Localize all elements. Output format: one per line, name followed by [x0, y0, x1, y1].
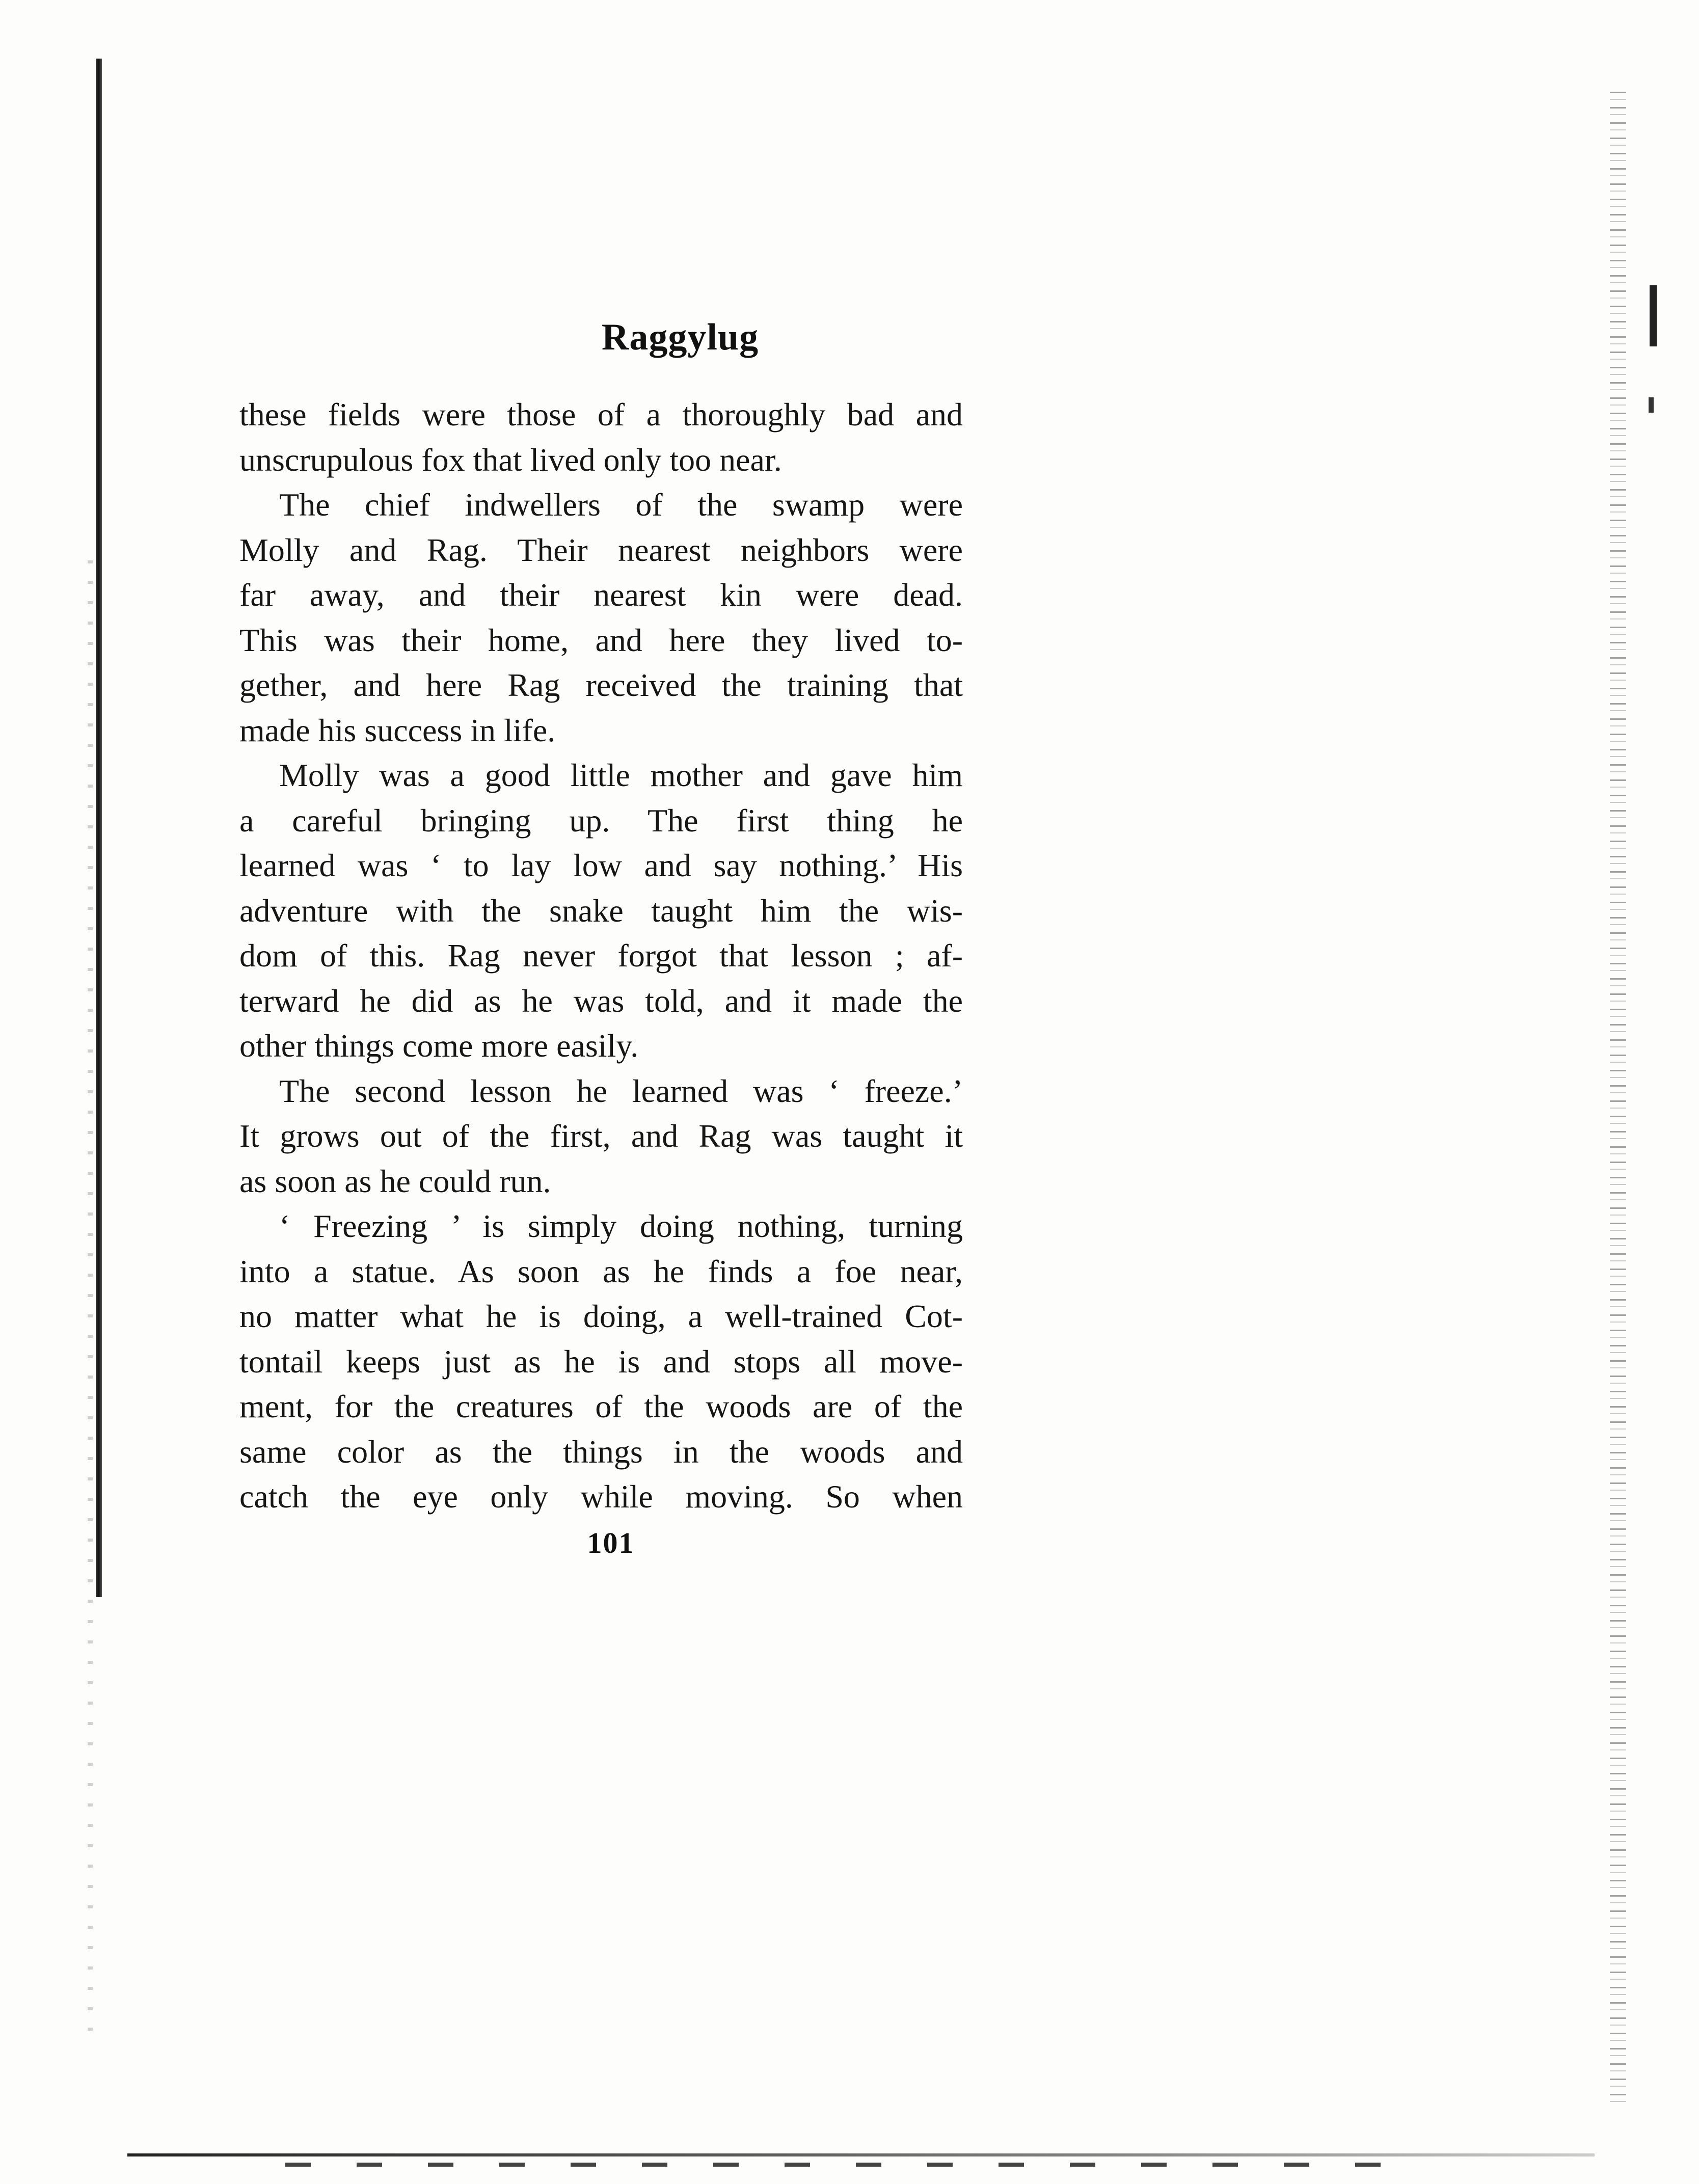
text-line: ment, for the creatures of the woods are of the — [239, 1388, 963, 1424]
text-line: other things come more easily. — [239, 1028, 639, 1064]
text-line: Molly and Rag. Their nearest neighbors were — [239, 531, 963, 568]
text-line: unscrupulous fox that lived only too near. — [239, 441, 782, 478]
text-line: far away, and their nearest kin were dead. — [239, 577, 963, 613]
text-line: adventure with the snake taught him the wis- — [239, 892, 963, 929]
text-line: dom of this. Rag never forgot that lesson ; af- — [239, 937, 963, 974]
text-line: Molly was a good little mother and gave him — [279, 757, 963, 793]
text-line: learned was ‘ to lay low and say nothing.’ His — [239, 847, 963, 883]
body-text — [239, 392, 963, 1520]
text-line: these fields were those of a thoroughly bad and — [239, 396, 963, 433]
binding-edge-shadow — [96, 59, 102, 1597]
running-head: Raggylug — [601, 316, 759, 358]
text-line: gether, and here Rag received the training that — [239, 667, 963, 703]
text-line: tontail keeps just as he is and stops all move- — [239, 1343, 963, 1380]
text-line: made his success in life. — [239, 712, 556, 748]
text-line: The second lesson he learned was ‘ freeze.’ — [279, 1072, 963, 1109]
text-line: It grows out of the first, and Rag was taught it — [239, 1118, 963, 1154]
text-line: as soon as he could run. — [239, 1163, 551, 1199]
text-line: no matter what he is doing, a well-trained Cot- — [239, 1298, 963, 1334]
page-number: 101 — [587, 1526, 635, 1559]
bottom-scan-dashes — [285, 2163, 1406, 2167]
text-line: same color as the things in the woods and — [239, 1433, 963, 1470]
binding-edge-speckle — [88, 560, 93, 2038]
text-line: The chief indwellers of the swamp were — [279, 487, 963, 523]
text-line: catch the eye only while moving. So when — [239, 1478, 963, 1515]
right-scan-mark — [1650, 285, 1657, 346]
text-line: ‘ Freezing ’ is simply doing nothing, turning — [279, 1208, 963, 1244]
right-scan-mark-small — [1649, 397, 1654, 413]
text-line: terward he did as he was told, and it made the — [239, 982, 963, 1019]
text-line: into a statue. As soon as he finds a foe near, — [239, 1253, 963, 1289]
right-scan-noise — [1610, 92, 1626, 2104]
text-line: This was their home, and here they lived to- — [239, 622, 963, 658]
bottom-scan-edge — [127, 2153, 1595, 2156]
text-line: a careful bringing up. The first thing he — [239, 802, 963, 839]
